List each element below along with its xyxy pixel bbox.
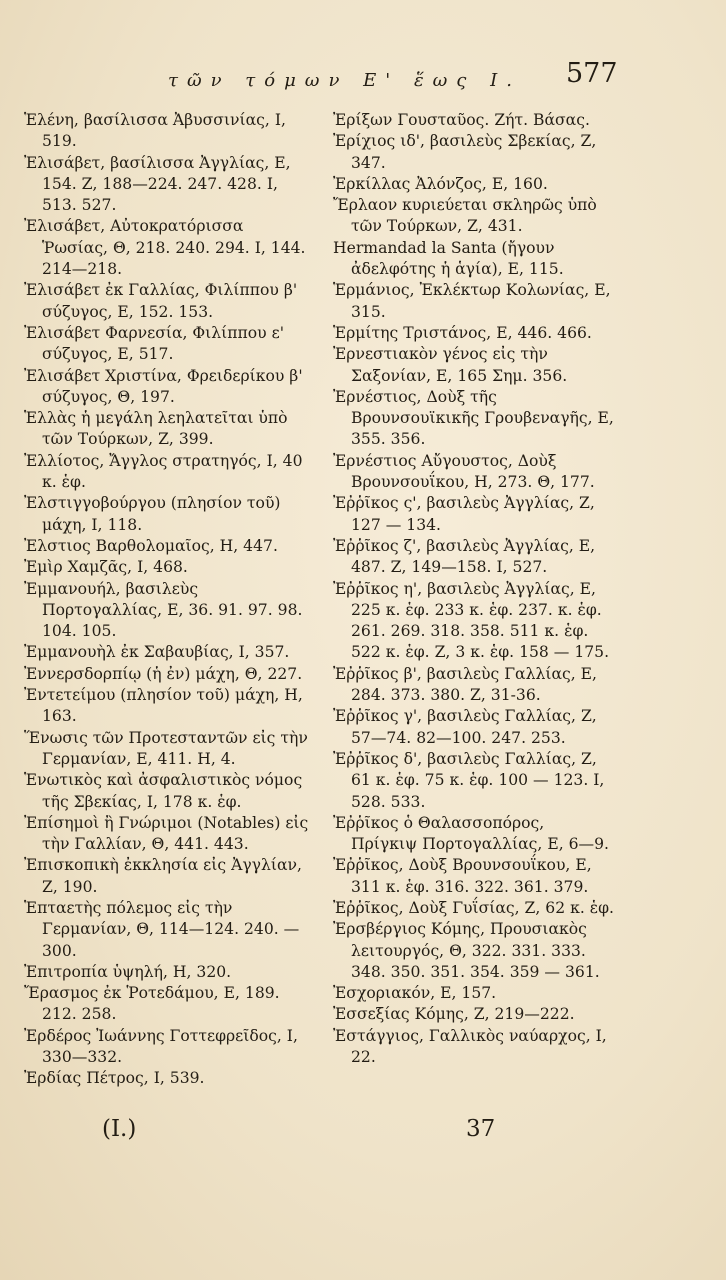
- index-entry: Ἐῤῥῖκος ς', βασιλεὺς Ἀγγλίας, Ζ, 127 — 134.: [333, 494, 595, 534]
- index-entry: Ἐμμανουήλ, βασιλεὺς Πορτογαλλίας, Ε, 36. 91. 97. 98. 104. 105.: [24, 579, 303, 641]
- index-entry: Ἐρδέρος Ἰωάννης Γοττεφρεῖδος, Ι, 330—332.: [24, 1026, 298, 1067]
- index-entry: Ἐῤῥῖκος, Δοὺξ Βρουνσουΐκου, Ε, 311 κ. ἑφ. 316. 322. 361. 379.: [333, 856, 592, 896]
- index-entry: Ἑπταετὴς πόλεμος εἰς τὴν Γερμανίαν, Θ, 114—124. 240. — 300.: [24, 898, 300, 960]
- index-entry: Ἐρδίας Πέτρος, Ι, 539.: [24, 1069, 205, 1088]
- index-entry: Ἐλισάβετ Χριστίνα, Φρειδερίκου β' σύζυγος, Θ, 197.: [24, 366, 303, 406]
- index-entry: Ἐμμανουὴλ ἐκ Σαβαυβίας, Ι, 357.: [24, 643, 290, 662]
- index-entry: Ἐρίξων Γουσταῦος. Ζήτ. Βάσας.: [333, 111, 590, 129]
- index-entry: Ἑλλὰς ἡ μεγάλη λεηλατεῖται ὑπὸ τῶν Τούρκων, Ζ, 399.: [24, 409, 288, 449]
- index-entry: Ἑλένη, βασίλισσα Ἀβυσσινίας, Ι, 519.: [24, 111, 286, 151]
- index-entry: Ἔρλαον κυριεύεται σκληρῶς ὑπὸ τῶν Τούρκων, Ζ, 431.: [333, 196, 597, 236]
- page-footer: [0, 1116, 726, 1156]
- index-entry: Ἑνωτικὸς καὶ ἀσφαλιστικὸς νόμος τῆς Σβεκίας, Ι, 178 κ. ἑφ.: [24, 771, 303, 811]
- index-entry: Ἐῤῥῖκος γ', βασιλεὺς Γαλλίας, Ζ, 57—74. 82—100. 247. 253.: [333, 707, 597, 747]
- index-entry: Ἐῤῥῖκος δ', βασιλεὺς Γαλλίας, Ζ, 61 κ. ἑφ. 75 κ. ἑφ. 100 — 123. Ι, 528. 533.: [333, 749, 605, 811]
- index-entry: Ἐρίχιος ιδ', βασιλεὺς Σβεκίας, Ζ, 347.: [333, 132, 597, 172]
- index-entry: Ἔρασμος ἐκ Ῥοτεδάμου, Ε, 189. 212. 258.: [24, 984, 280, 1024]
- index-entry: Ἐλισάβετ, Αὐτοκρατόρισσα Ῥωσίας, Θ, 218. 240. 294. Ι, 144. 214—218.: [24, 217, 306, 279]
- index-column-left: [24, 110, 314, 1090]
- index-entry: Ἑρμάνιος, Ἐκλέκτωρ Κολωνίας, Ε, 315.: [333, 281, 611, 321]
- index-entry: Ἐλλίοτος, Ἄγγλος στρατηγός, Ι, 40 κ. ἑφ.: [24, 451, 303, 492]
- index-entry: Ἐῤῥῖκος ὁ Θαλασσοπόρος, Πρίγκιψ Πορτογαλλίας, Ε, 6—9.: [333, 813, 610, 854]
- index-entry: Ἐλισάβετ, βασίλισσα Ἀγγλίας, Ε, 154. Ζ, 188—224. 247. 428. Ι, 513. 527.: [24, 153, 291, 215]
- index-entry: Ἐρνέστιος Αὔγουστος, Δοὺξ Βρουνσουΐκου, Η, 273. Θ, 177.: [333, 451, 595, 492]
- index-entry: Ἐννερσδορπίῳ (ἡ ἐν) μάχη, Θ, 227.: [24, 664, 303, 683]
- index-entry: Ἐρσβέργιος Κόμης, Προυσιακὸς λειτουργός, Θ, 322. 331. 333. 348. 350. 351. 354. 359 — 361.: [333, 920, 600, 981]
- page-number: 577: [566, 58, 618, 89]
- index-entry: Ἐντετείμου (πλησίον τοῦ) μάχη, Η, 163.: [24, 686, 303, 726]
- index-entry: Ἕνωσις τῶν Προτεσταντῶν εἰς τὴν Γερμανίαν, Ε, 411. Η, 4.: [24, 728, 308, 768]
- index-entry: Ἐσχοριακόν, Ε, 157.: [333, 984, 497, 1003]
- gathering-number: 37: [466, 1116, 496, 1142]
- page-header: [0, 56, 726, 96]
- index-entry: Hermandad la Santa (ἤγουν ἀδελφότης ἡ ἁγία), Ε, 115.: [333, 238, 564, 279]
- index-entry: Ἐρκίλλας Ἀλόνζος, Ε, 160.: [333, 174, 548, 193]
- index-entry: Ἐλισάβετ Φαρνεσία, Φιλίππου ε' σύζυγος, Ε, 517.: [24, 323, 284, 364]
- index-entry: Ἐσσεξίας Κόμης, Ζ, 219—222.: [333, 1005, 575, 1024]
- index-entry: Ἐλισάβετ ἐκ Γαλλίας, Φιλίππου β' σύζυγος, Ε, 152. 153.: [24, 281, 298, 321]
- index-column-right: [333, 110, 615, 1068]
- index-entry: Ἐλστιος Βαρθολομαῖος, Η, 447.: [24, 536, 278, 555]
- index-entry: Ἐῤῥῖκος η', βασιλεὺς Ἀγγλίας, Ε, 225 κ. ἑφ. 233 κ. ἑφ. 237. κ. ἑφ. 261. 269. 318. 358. 511 κ. ἑφ. 522 κ. ἑφ. Ζ, 3 κ. ἑφ. 158 — 175.: [333, 579, 610, 662]
- index-entry: Ἐπίσημοὶ ἢ Γνώριμοι (Notables) εἰς τὴν Γαλλίαν, Θ, 441. 443.: [24, 813, 309, 854]
- index-entry: Ἐλστιγγοβούργου (πλησίον τοῦ) μάχη, Ι, 118.: [24, 494, 281, 534]
- index-entry: Ἐστάγγιος, Γαλλικὸς ναύαρχος, Ι, 22.: [333, 1026, 607, 1067]
- index-entry: Ἐπιτροπία ὑψηλή, Η, 320.: [24, 962, 232, 981]
- index-entry: Ἐρνεστιακὸν γένος εἰς τὴν Σαξονίαν, Ε, 165 Σημ. 356.: [333, 345, 568, 385]
- index-entry: Ἐρνέστιος, Δοὺξ τῆς Βρουνσουϊκικῆς Γρουβεναγῆς, Ε, 355. 356.: [333, 387, 614, 449]
- index-entry: Ἐπισκοπικὴ ἐκκλησία εἰς Ἀγγλίαν, Ζ, 190.: [24, 856, 302, 896]
- index-entry: Ἐμὶρ Χαμζᾶς, Ι, 468.: [24, 558, 188, 577]
- signature-mark: (I.): [102, 1116, 137, 1142]
- index-entry: Ἐῤῥῖκος, Δοὺξ Γυΐσίας, Ζ, 62 κ. ἑφ.: [333, 898, 615, 917]
- index-entry: Ἐῤῥῖκος β', βασιλεὺς Γαλλίας, Ε, 284. 373. 380. Ζ, 31-36.: [333, 664, 597, 705]
- index-entry: Ἐῤῥῖκος ζ', βασιλεὺς Ἀγγλίας, Ε, 487. Ζ, 149—158. Ι, 527.: [333, 536, 596, 577]
- running-title: τῶν τόμων Ε' ἕως Ι.: [168, 70, 521, 91]
- index-entry: Ἑρμίτης Τριστάνος, Ε, 446. 466.: [333, 323, 592, 342]
